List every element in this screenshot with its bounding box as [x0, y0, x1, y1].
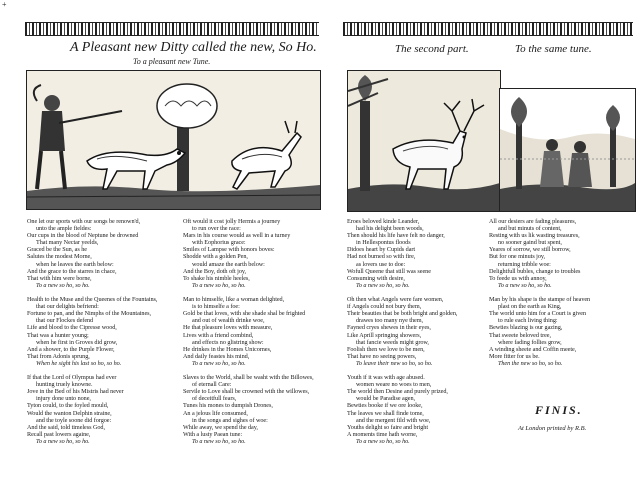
verse-line: A moments time hath worne, [347, 430, 418, 438]
verse-line: To a new so ho, so ho. [498, 281, 552, 289]
verse-line: Gold be that loves, with she shade shal be frighted [183, 310, 306, 318]
verse-line: The world then Desine and purely prized, [347, 388, 448, 396]
verse-line: returning tribble woe: [498, 260, 551, 268]
verse-line: To shake his nimble heeles, [183, 274, 250, 282]
verse-line: All our desiers are fading pleasures, [489, 218, 577, 225]
finis: FINIS. [535, 403, 583, 417]
verse-line: of eternall Care: [192, 381, 232, 389]
top-ornament-left [25, 22, 319, 36]
verse-line: That from Adonis sprung, [27, 352, 90, 360]
verse-line [27, 289, 157, 296]
verse-line [347, 367, 457, 374]
left-text-col1 [27, 218, 157, 445]
verse-line: To a new so ho, so ho. [192, 359, 246, 367]
verse-line: But for one minuts joy, [489, 253, 546, 261]
verse-line: drawes too many nye them, [356, 317, 423, 325]
verse-line: with Eophorius grace: [192, 239, 246, 247]
second-part-heading: The second part. [395, 43, 469, 55]
tune-line: To a pleasant new Tune. [133, 57, 211, 66]
verse-line: had his delight been woods, [356, 225, 424, 233]
verse-line: Smiles of Lampse with honors boves: [183, 246, 275, 254]
verse-line [183, 289, 314, 296]
verse-line: Yeares of sorrow, we still borrow, [489, 246, 571, 254]
verse-line: Then should his life have felt no danger, [347, 232, 445, 240]
verse-line: to run over the race: [192, 225, 241, 233]
verse-line: Jove in the Bed of his Mistris had never [27, 388, 124, 396]
verse-line: Servile to Love shall be crowned with the willowes, [183, 388, 310, 396]
verse-line: Bewties booke if we ore looke, [347, 402, 423, 410]
verse-line: Would the wanton Delphin straine, [27, 409, 112, 417]
verse-line: if Angels could not bury them, [347, 303, 422, 311]
verse-line: And a shower, to the Purple Flower, [27, 345, 115, 353]
verse-line: And daily feastes his mind, [183, 352, 250, 360]
verse-line: that our delights befriend: [36, 303, 99, 311]
verse-line: Oft would it cost jolly Hermis a journey [183, 218, 281, 225]
verse-line: The leaves we shall finde tome, [347, 409, 424, 417]
verse-line: when he first in Groves did grow, [36, 338, 118, 346]
verse-line: To a new so ho, so ho. [36, 281, 90, 289]
verse-line: To a new so ho, so ho. [192, 437, 246, 445]
verse-line: Tyton could, to the foyled mould, [27, 402, 109, 410]
verse-line: where fading follies grow, [498, 338, 562, 346]
verse-line: Oh then what Angels were fare women, [347, 296, 444, 304]
verse-line: Delightfull bubles, change to troubles [489, 267, 581, 275]
verse-line [347, 289, 457, 296]
verse-line: The world unto him for a Court is given [489, 310, 587, 318]
verse-line: To leave their new so ho, so ho. [356, 359, 433, 367]
verse-line: Mars in his course would as well in a turney [183, 232, 291, 240]
verse-line: That with him were borne, [27, 274, 92, 282]
verse-line: To a new so ho, so ho. [192, 281, 246, 289]
verse-line: to rule each living thing: [498, 317, 558, 325]
verse-line: in the songs and sighes of woe: [192, 416, 268, 424]
verse-line: women weare no woes to men, [356, 381, 432, 389]
verse-line: plast on the earth as King, [498, 303, 562, 311]
same-tune-heading: To the same tune. [515, 43, 592, 55]
verse-line: Foolish then we love to be men, [347, 345, 425, 353]
verse-line: That was a hunter young; [27, 331, 89, 339]
verse-line: no sooner gaind but spent, [498, 239, 562, 247]
verse-line: Their beauties that be both bright and golden, [347, 310, 458, 318]
verse-line: That many Nectar yeelds, [36, 239, 99, 247]
right-text-col1 [347, 218, 457, 445]
verse-line: Fortune to pan, and the Nimphs of the Mountaines, [27, 310, 152, 318]
verse-line [27, 367, 157, 374]
verse-line: That sweete beloved tree, [489, 331, 551, 339]
verse-line: Bewties blazing is our gazing, [489, 324, 563, 332]
verse-line: Like Aprill springing showers, [347, 331, 422, 339]
verse-line: Life and blood to the Cipresse wood, [27, 324, 117, 332]
verse-line: Fayned cryes shewes in their eyes, [347, 324, 431, 332]
verse-line: and the mergent fild with woe, [356, 416, 431, 424]
verse-line: Graced be the Sun, as he [27, 246, 87, 254]
verse-line: and effects no glistring show: [192, 338, 264, 346]
verse-line: Had not burned so with fire, [347, 253, 416, 261]
verse-line: of deceitfull fears, [192, 395, 237, 403]
printer-line: At London printed by R.B. [518, 425, 587, 432]
verse-line: An a jelous life consumed, [183, 409, 248, 417]
verse-line: that fancie weeds might grow, [356, 338, 429, 346]
verse-line: Salutes the modest Morne, [27, 253, 92, 261]
verse-line [183, 367, 314, 374]
verse-line: Lives with a friend combind, [183, 331, 254, 339]
verse-line: Recall past lowers againe, [27, 430, 91, 438]
verse-line: And the said, told timeless God, [27, 423, 105, 431]
verse-line: Health to the Muse and the Queenes of the Fountains, [27, 296, 158, 304]
verse-line: That have no seeing powers, [347, 352, 417, 360]
verse-line: Then the new so ho, so ho. [498, 359, 563, 367]
verse-line: To a new so ho, so ho. [356, 437, 410, 445]
verse-line: While away, we spend the day, [183, 423, 258, 431]
verse-line: that our Flockes defend [36, 317, 94, 325]
verse-line: Youth if it was with age abused. [347, 374, 425, 382]
verse-line: Resting with us lik wasting treasures, [489, 232, 580, 240]
verse-line: He that pleasure loves with measure, [183, 324, 273, 332]
verse-line: would amaze the earth below: [192, 260, 265, 268]
verse-line: and but minuts of content, [498, 225, 562, 233]
verse-line: as lovers use to doe: [356, 260, 406, 268]
verse-line: Man to himselfe, like a woman delighted, [183, 296, 285, 304]
verse-line: unto the ample fieldes: [36, 225, 92, 233]
verse-line: And the Boy, doth oft joy, [183, 267, 247, 275]
verse-line [489, 289, 590, 296]
verse-line: Shodde with a golden Pen, [183, 253, 248, 261]
verse-line: and the toyle soone did forgoe: [36, 416, 112, 424]
verse-line: Our cups in the blood of Neptune be drowned [27, 232, 139, 240]
stag-woodcut [347, 70, 501, 212]
verse-line: With a lusty Paean tune: [183, 430, 243, 438]
verse-line: and out of wealth drinke woe, [192, 317, 265, 325]
hunting-woodcut [26, 70, 321, 210]
verse-line: injury done unto none, [36, 395, 91, 403]
verse-line: And the grace to the starres in chace, [27, 267, 117, 275]
top-ornament-right [343, 22, 633, 36]
verse-line: Tunes his mones to dumpish Drones, [183, 402, 273, 410]
verse-line: More fitter for us be. [489, 352, 540, 360]
verse-line: He drinkes in the Homes Unicornes, [183, 345, 272, 353]
lovers-woodcut [499, 88, 636, 212]
verse-line: One let our sports with our songs be renown'd, [27, 218, 141, 225]
verse-line: To feede us with annoy, [489, 274, 547, 282]
verse-line: A winding sheete and Coffin meete, [489, 345, 577, 353]
verse-line: Slaves to the World, shall be washt with the Billowes, [183, 374, 314, 382]
right-text-col2 [489, 218, 590, 367]
verse-line: When he sight his last so ho, so ho. [36, 359, 122, 367]
verse-line: is to himselfe a foe: [192, 303, 240, 311]
verse-line: Youths delight so faire and bright [347, 423, 429, 431]
left-text-col2 [183, 218, 314, 445]
verse-line: Consuming with desire, [347, 274, 405, 282]
page-mark: + [2, 0, 7, 9]
verse-line: Wofull Queene that still was seene [347, 267, 431, 275]
verse-line: when he leaves the earth below: [36, 260, 114, 268]
verse-line: Man by his shape is the stampe of heaven [489, 296, 591, 304]
verse-line: If that the Lord of Olympus had ever [27, 374, 117, 382]
verse-line: hunting truely knowne. [36, 381, 93, 389]
verse-line: in Hellespontus floods [356, 239, 411, 247]
verse-line: To a new so ho, so ho. [356, 281, 410, 289]
verse-line: Eroes beloved kinde Leander, [347, 218, 420, 225]
ballad-title: A Pleasant new Ditty called the new, So Ho. [70, 40, 317, 55]
verse-line: Didoes heart by Cupids dart [347, 246, 416, 254]
verse-line: To a new so ho, so ho. [36, 437, 90, 445]
verse-line: would be Paradise agen, [356, 395, 415, 403]
